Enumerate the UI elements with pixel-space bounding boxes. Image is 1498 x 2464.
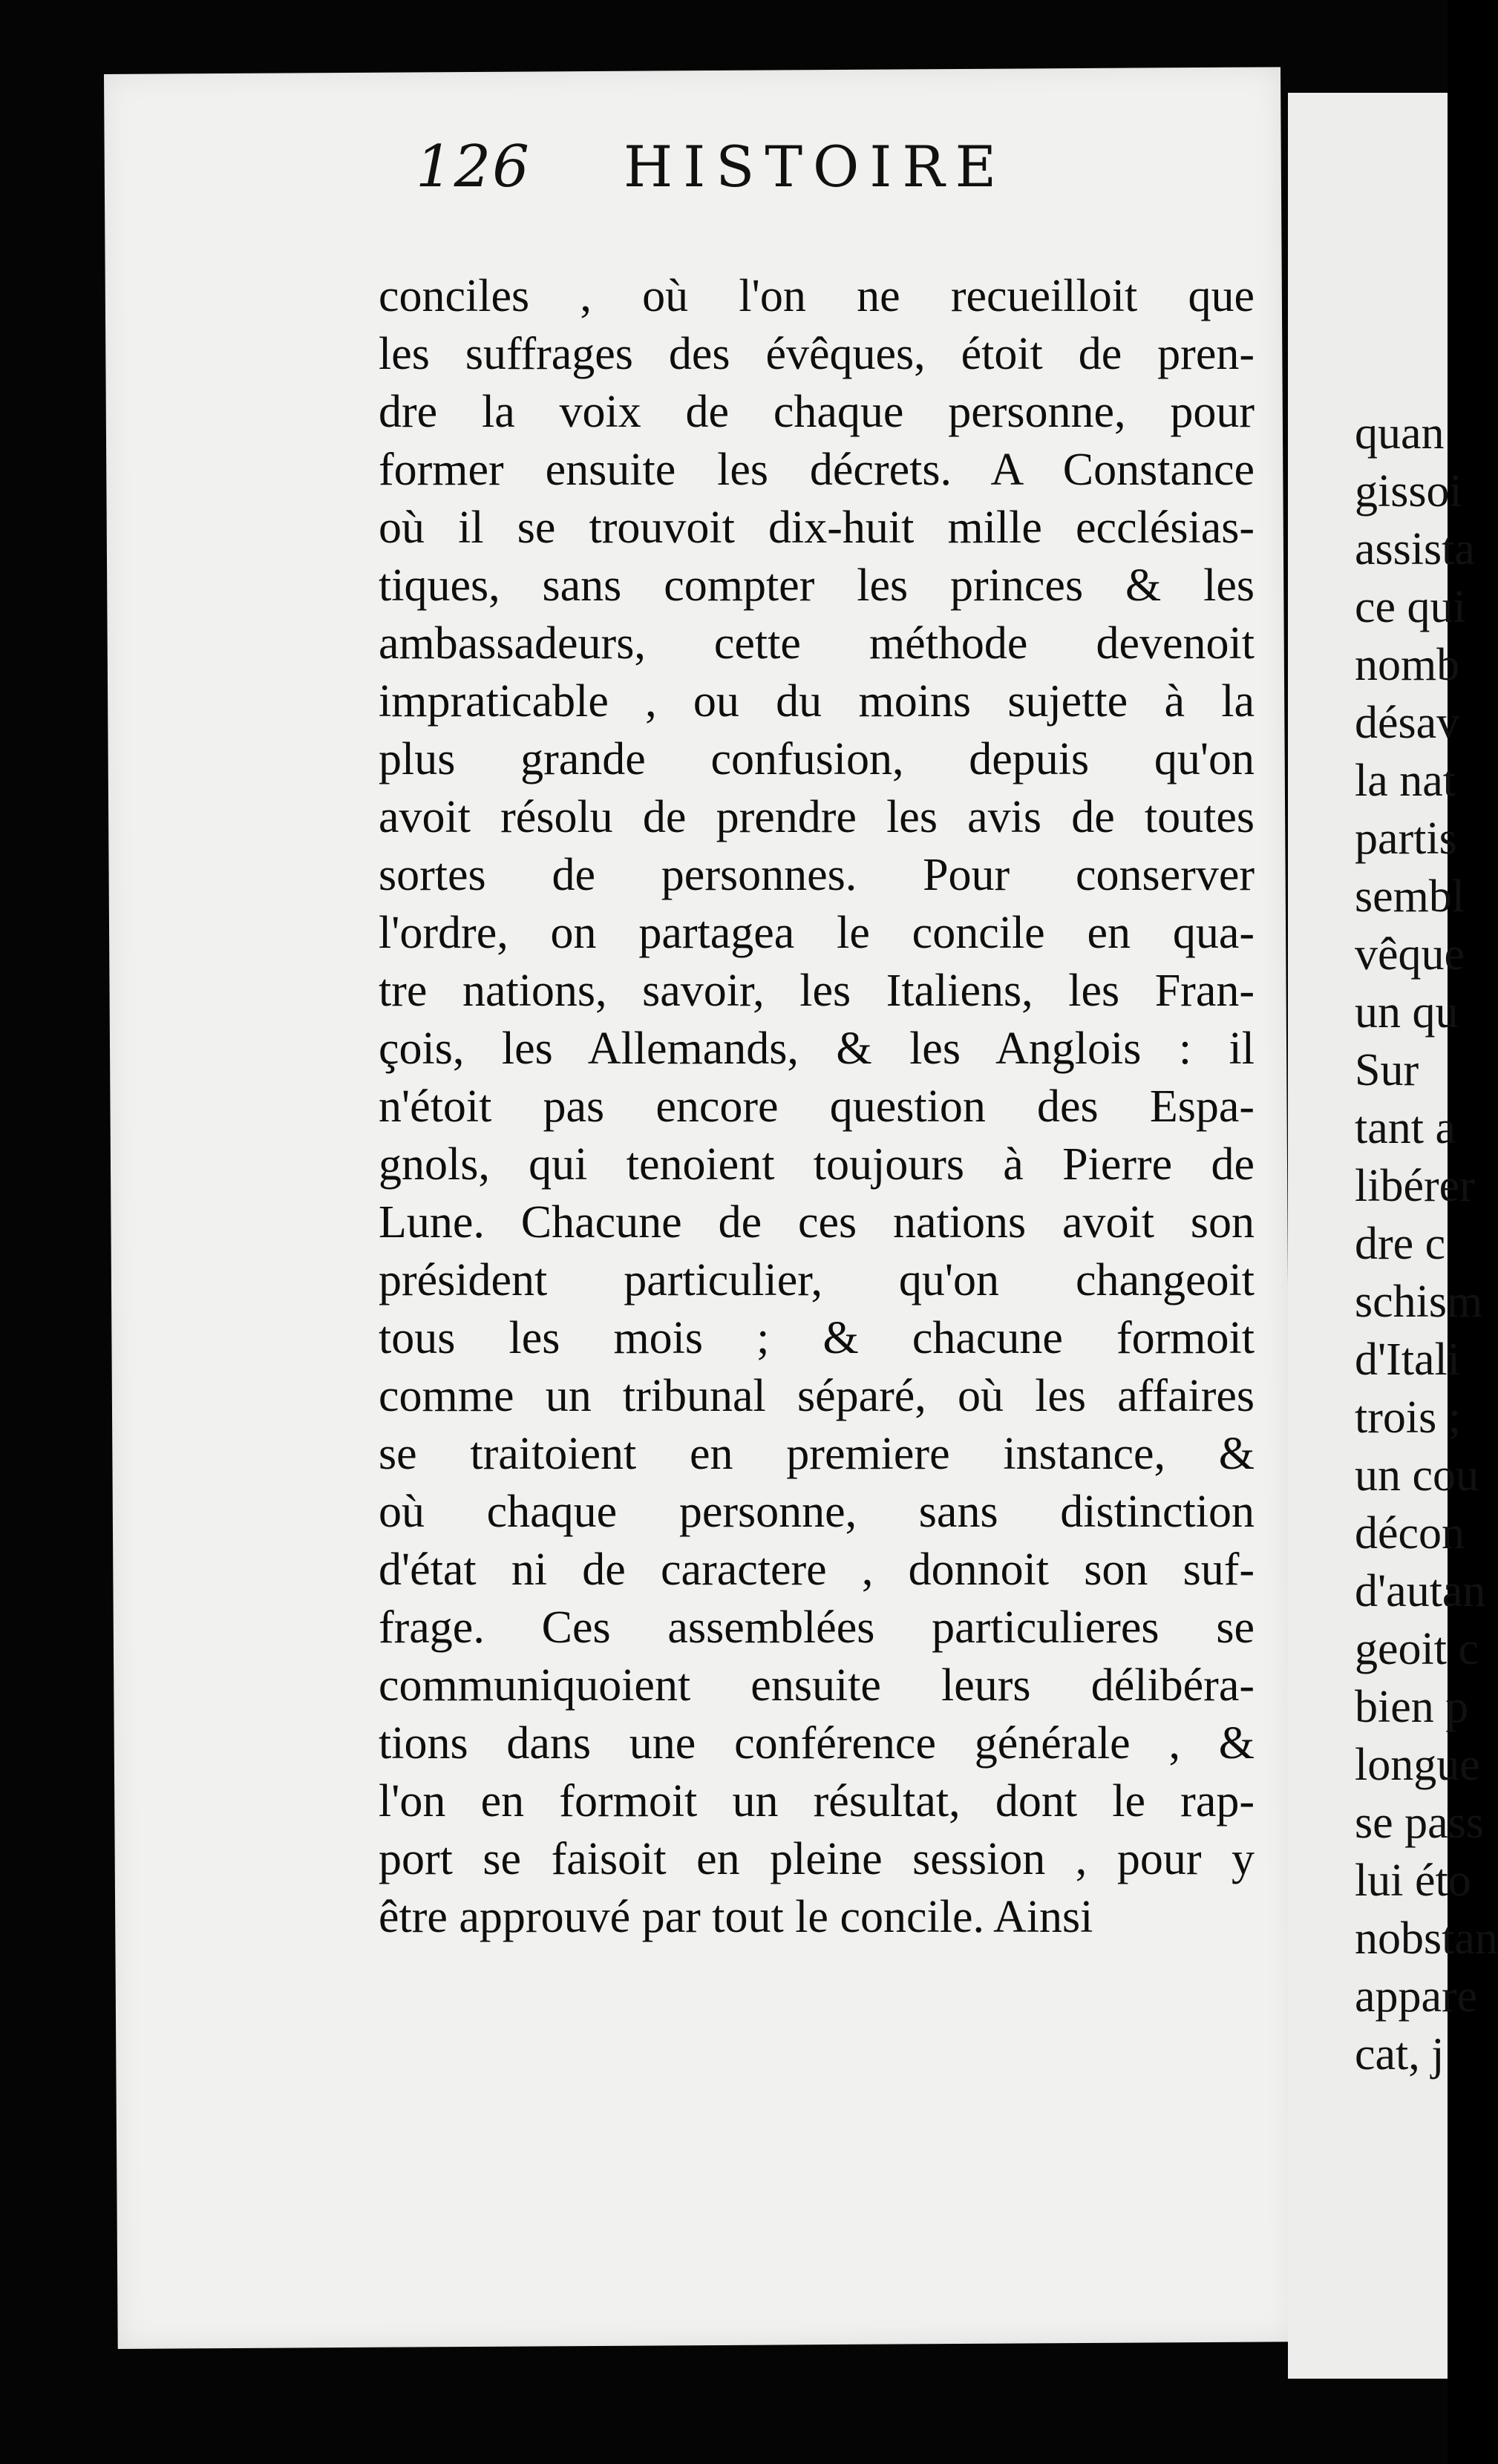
text-line: avoit résolu de prendre les avis de toutes (379, 792, 1255, 842)
text-line: communiquoient ensuite leurs délibéra- (379, 1660, 1255, 1711)
text-line: tiques, sans compter les princes & les (379, 560, 1255, 611)
text-line: dre la voix de chaque personne, pour (379, 387, 1255, 437)
main-text-block (379, 267, 1255, 1946)
facing-line: partis (1355, 813, 1457, 864)
facing-page (1288, 93, 1498, 2379)
text-line: gnols, qui tenoient toujours à Pierre de (379, 1139, 1255, 1190)
facing-line: d'autan (1355, 1566, 1486, 1616)
facing-line: vêque (1355, 929, 1465, 980)
facing-line: se pass (1355, 1798, 1484, 1848)
text-line: président particulier, qu'on changeoit (379, 1255, 1255, 1305)
facing-line: longue (1355, 1740, 1480, 1790)
facing-page-text (1355, 404, 1498, 2083)
facing-line: appare (1355, 1971, 1478, 2022)
text-line: ambassadeurs, cette méthode devenoit (379, 618, 1255, 669)
facing-line: un qu (1355, 987, 1459, 1038)
facing-line: nomb (1355, 640, 1460, 690)
facing-line: trois ; (1355, 1392, 1461, 1443)
facing-line: gissoi (1355, 466, 1462, 517)
facing-line: lui éto (1355, 1855, 1471, 1906)
facing-line: cat, j (1355, 2029, 1445, 2080)
text-line: Lune. Chacune de ces nations avoit son (379, 1197, 1255, 1248)
facing-line: dre c (1355, 1219, 1446, 1269)
text-line: se traitoient en premiere instance, & (379, 1429, 1255, 1479)
text-line: former ensuite les décrets. A Constance (379, 445, 1255, 495)
text-line: où il se trouvoit dix-huit mille ecclésias- (379, 502, 1255, 553)
text-line: d'état ni de caractere , donnoit son suf- (379, 1544, 1255, 1595)
text-line: port se faisoit en pleine session , pour y (379, 1834, 1255, 1884)
text-line: l'on en formoit un résultat, dont le rap- (379, 1776, 1255, 1826)
facing-line: quan (1355, 408, 1445, 459)
text-line: les suffrages des évêques, étoit de pren- (379, 329, 1255, 379)
text-line: çois, les Allemands, & les Anglois : il (379, 1023, 1255, 1074)
facing-line: nobstan (1355, 1913, 1498, 1964)
facing-line: sembl (1355, 871, 1465, 922)
facing-line: geoit c (1355, 1624, 1479, 1674)
facing-line: tant a (1355, 1103, 1456, 1153)
facing-line: décon (1355, 1508, 1465, 1559)
facing-line: libérer (1355, 1161, 1475, 1211)
facing-line: Sur (1355, 1045, 1419, 1095)
text-line: tions dans une conférence générale , & (379, 1718, 1255, 1769)
facing-line: bien p (1355, 1682, 1469, 1732)
facing-line: ce qui (1355, 582, 1466, 632)
page-number: 126 (416, 134, 531, 200)
page-header (416, 134, 1269, 215)
text-line: frage. Ces assemblées particulieres se (379, 1602, 1255, 1653)
text-line: sortes de personnes. Pour conserver (379, 850, 1255, 900)
running-head: HISTOIRE (624, 134, 1007, 200)
text-line: être approuvé par tout le concile. Ainsi (379, 1892, 1093, 1942)
text-line: comme un tribunal séparé, où les affaires (379, 1371, 1255, 1421)
facing-line: désav (1355, 698, 1460, 748)
facing-line: d'Itali (1355, 1334, 1461, 1385)
facing-line: assista (1355, 524, 1475, 574)
text-line: où chaque personne, sans distinction (379, 1487, 1255, 1537)
text-line: impraticable , ou du moins sujette à la (379, 676, 1255, 727)
text-line: tous les mois ; & chacune formoit (379, 1313, 1255, 1363)
facing-line: un cou (1355, 1450, 1479, 1501)
facing-line: schism (1355, 1277, 1483, 1327)
text-line: tre nations, savoir, les Italiens, les Fran- (379, 966, 1255, 1016)
text-line: plus grande confusion, depuis qu'on (379, 734, 1255, 784)
text-line: conciles , où l'on ne recueilloit que (379, 271, 1255, 321)
text-line: n'étoit pas encore question des Espa- (379, 1081, 1255, 1132)
text-line: l'ordre, on partagea le concile en qua- (379, 908, 1255, 958)
facing-line: la nat (1355, 756, 1456, 806)
